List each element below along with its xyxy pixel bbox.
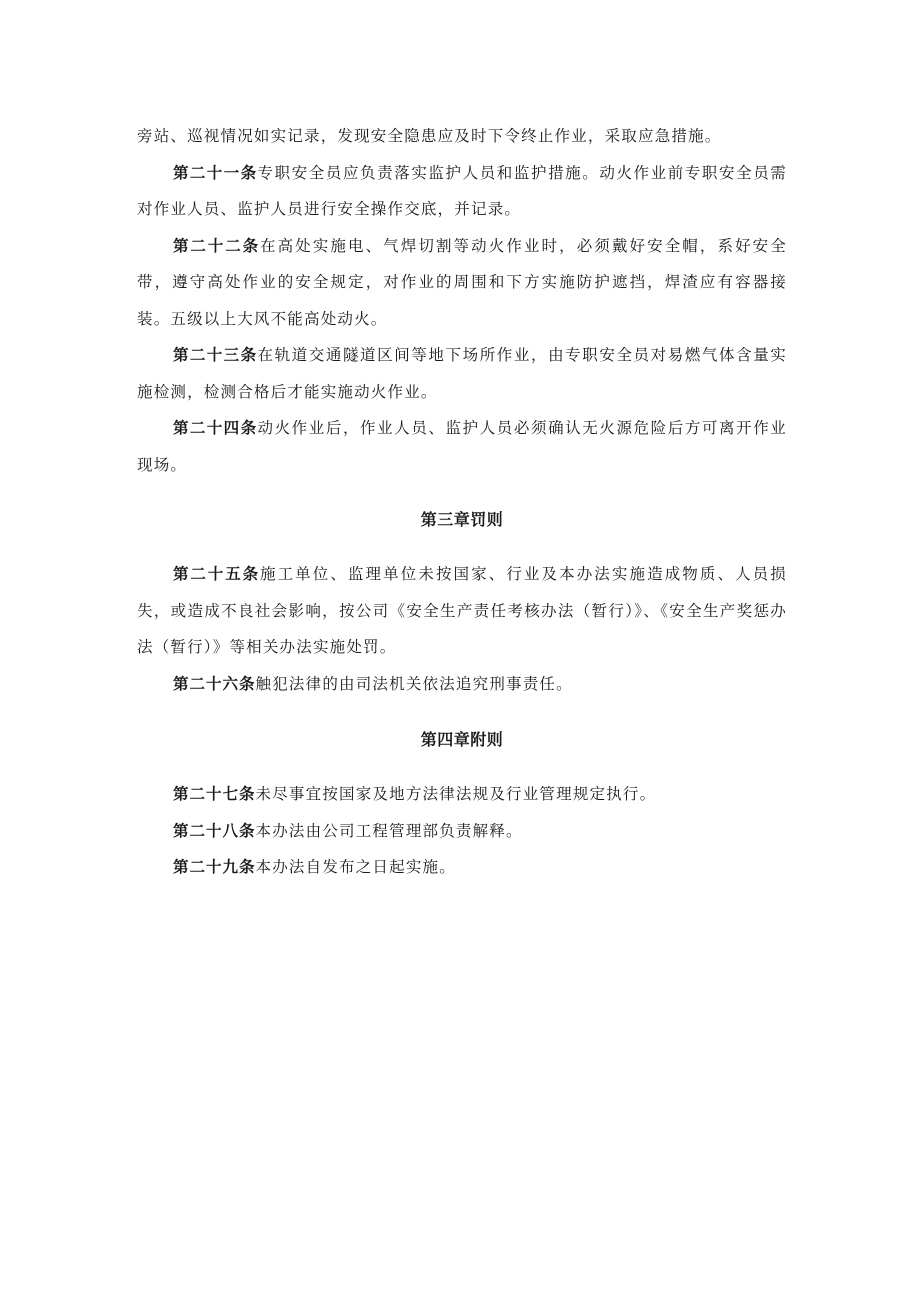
paragraph-text: 本办法由公司工程管理部负责解释。	[255, 821, 523, 840]
paragraph-text: 未尽事宜按国家及地方法律法规及行业管理规定执行。	[255, 785, 657, 803]
chapter-3-heading: 第三章罚则	[420, 510, 504, 529]
article-number: 第二十四条	[173, 419, 258, 437]
article-number: 第二十九条	[173, 858, 256, 876]
paragraph-text: 专职安全员应负责落实监护人员和监护措施。动火作业前专职安全员需对作业人员、监护人员进行安全操作交底，并记录。	[137, 163, 787, 218]
article-28	[137, 813, 787, 850]
paragraph-text: 在高处实施电、气焊切割等动火作业时，必须戴好安全帽，系好安全带，遵守高处作业的安全规定，对作业的周围和下方实施防护遮挡，焊渣应有容器接装。五级以上大风不能高处动火。	[137, 236, 787, 328]
article-number: 第二十二条	[173, 236, 260, 255]
article-22	[137, 228, 787, 338]
document-body	[137, 118, 787, 886]
article-23	[137, 337, 787, 410]
article-29	[137, 849, 787, 886]
paragraph-continuation	[137, 118, 787, 155]
article-27	[137, 776, 787, 813]
chapter-4-heading: 第四章附则	[420, 730, 504, 749]
paragraph-text: 旁站、巡视情况如实记录，发现安全隐患应及时下令终止作业，采取应急措施。	[137, 127, 722, 145]
article-number: 第二十三条	[173, 346, 258, 364]
paragraph-text: 触犯法律的由司法机关依法追究刑事责任。	[255, 674, 573, 693]
article-number: 第二十六条	[173, 674, 256, 693]
article-21	[137, 155, 787, 228]
article-number: 第二十七条	[173, 785, 256, 803]
article-number: 第二十一条	[173, 163, 258, 182]
paragraph-text: 本办法自发布之日起实施。	[255, 858, 456, 876]
paragraph-text: 施工单位、监理单位未按国家、行业及本办法实施造成物质、人员损失，或造成不良社会影响，按公司《安全生产责任考核办法（暂行）》、《安全生产奖惩办法（暂行）》等相关办法实施处罚。	[137, 565, 787, 656]
paragraph-text: 在轨道交通隧道区间等地下场所作业，由专职安全员对易燃气体含量实施检测，检测合格后才能实施动火作业。	[137, 346, 787, 401]
paragraph-text: 动火作业后，作业人员、监护人员必须确认无火源危险后方可离开作业现场。	[137, 419, 787, 474]
article-number: 第二十八条	[173, 821, 256, 840]
article-24	[137, 410, 787, 483]
article-25	[137, 556, 787, 666]
article-26	[137, 666, 787, 703]
article-number: 第二十五条	[173, 565, 260, 583]
